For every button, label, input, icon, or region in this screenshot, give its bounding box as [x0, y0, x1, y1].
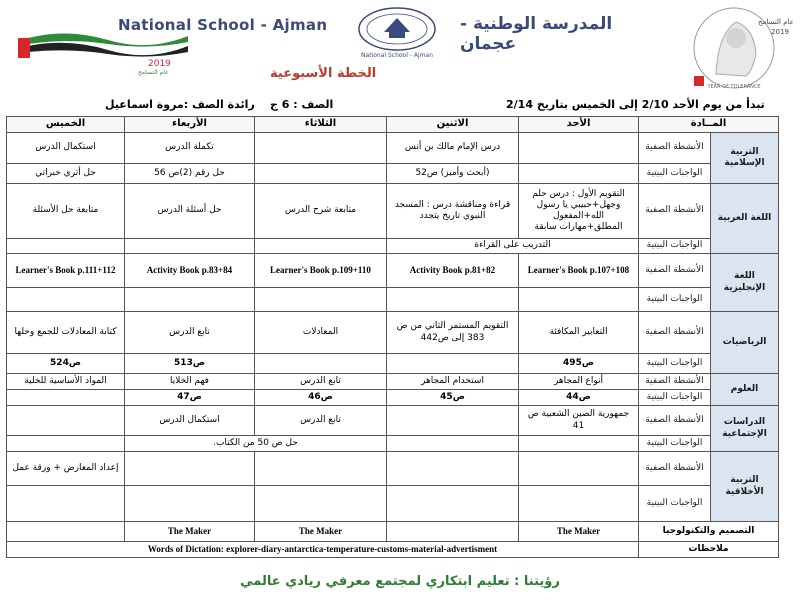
row-type-class: الأنشطة الصفية	[639, 184, 711, 239]
row-type-class: الأنشطة الصفية	[639, 133, 711, 164]
english-home-sun	[519, 288, 639, 312]
arabic-home-tue	[255, 239, 387, 254]
islamic-class-mon: درس الإمام مالك بن أنس	[387, 133, 519, 164]
tolerance-year-flag-logo	[8, 30, 198, 76]
row-type-class: الأنشطة الصفية	[639, 406, 711, 436]
table-row	[7, 184, 779, 239]
math-class-tue: المعادلات	[255, 312, 387, 354]
math-class-wed: تابع الدرس	[125, 312, 255, 354]
row-type-class: الأنشطة الصفية	[639, 452, 711, 486]
islamic-class-tue	[255, 133, 387, 164]
school-name-ar: المدرسة الوطنية - عجمان	[460, 14, 613, 54]
table-row	[7, 452, 779, 486]
arabic-home-sun-mon: التدريب على القراءة	[387, 239, 639, 254]
seal-caption: National School - Ajman	[361, 52, 433, 59]
flag-caption: عام التسامح	[138, 69, 169, 76]
math-home-mon	[387, 354, 519, 374]
subject-social: الدراسات الإجتماعية	[711, 406, 779, 452]
weekly-plan-table	[6, 116, 779, 558]
social-home-thu	[7, 436, 125, 452]
subject-english: اللغة الإنجليزية	[711, 254, 779, 312]
arabic-home-thu	[7, 239, 125, 254]
moral-class-tue	[255, 452, 387, 486]
math-class-thu: كتابة المعادلات للجمع وحلها	[7, 312, 125, 354]
header-sunday: الأحد	[519, 117, 639, 133]
english-thu: Learner's Book p.111+112	[7, 254, 125, 288]
design-thu	[7, 522, 125, 542]
table-row	[7, 164, 779, 184]
row-type-home: الواجبات البيتية	[639, 288, 711, 312]
design-wed: The Maker	[125, 522, 255, 542]
subject-design: التصميم والتكنولوجيا	[639, 522, 779, 542]
design-mon	[387, 522, 519, 542]
subject-science: العلوم	[711, 374, 779, 406]
row-type-home: الواجبات البيتية	[639, 239, 711, 254]
islamic-home-wed: حل رقم (2)ص 56	[125, 164, 255, 184]
table-row	[7, 542, 779, 558]
table-row	[7, 288, 779, 312]
arabic-home-wed	[125, 239, 255, 254]
table-row	[7, 436, 779, 452]
header-subject: المــادة	[639, 117, 779, 133]
science-home-mon: ص45	[387, 390, 519, 406]
moral-class-wed	[125, 452, 255, 486]
class-name: الصف : 6 ج	[270, 98, 334, 111]
math-home-sun: ص495	[519, 354, 639, 374]
row-type-home: الواجبات البيتية	[639, 164, 711, 184]
header-tuesday: الثلاثاء	[255, 117, 387, 133]
row-type-home: الواجبات البيتية	[639, 486, 711, 522]
subject-math: الرياضيات	[711, 312, 779, 374]
row-type-class: الأنشطة الصفية	[639, 374, 711, 390]
math-home-tue	[255, 354, 387, 374]
islamic-class-thu: استكمال الدرس	[7, 133, 125, 164]
social-home-sun	[519, 436, 639, 452]
moral-home-tue	[255, 486, 387, 522]
row-type-home: الواجبات البيتية	[639, 436, 711, 452]
science-class-wed: فهم الخلايا	[125, 374, 255, 390]
arabic-class-mon: قراءة ومناقشة درس : المسجد النبوي تاريخ يتجدد	[387, 184, 519, 239]
header-monday: الاثنين	[387, 117, 519, 133]
english-home-tue	[255, 288, 387, 312]
islamic-class-wed: تكملة الدرس	[125, 133, 255, 164]
moral-class-mon	[387, 452, 519, 486]
year-of-tolerance-emblem	[676, 4, 800, 92]
english-mon: Activity Book p.81+82	[387, 254, 519, 288]
flag-year: 2019	[148, 59, 171, 69]
subject-arabic: اللغة العربية	[711, 184, 779, 254]
table-header-row	[7, 117, 779, 133]
arabic-class-sun: التقويم الأول : درس حلم وجهل+حبيبي يا رسول الله+المفعول المطلق+مهارات سابقة	[519, 184, 639, 239]
class-teacher: رائدة الصف :مروة اسماعيل	[105, 98, 255, 111]
table-row	[7, 522, 779, 542]
science-home-sun: ص44	[519, 390, 639, 406]
math-class-mon: التقويم المستمر الثاني من ص 383 إلى ص442	[387, 312, 519, 354]
english-home-wed	[125, 288, 255, 312]
subject-islamic: التربية الإسلامية	[711, 133, 779, 184]
table-row	[7, 354, 779, 374]
plan-title: الخطة الأسبوعية	[270, 66, 377, 81]
school-vision: رؤيتنا : تعليم ابتكاري لمجتمع معرفي ريادي عالمي	[240, 574, 560, 589]
school-seal-logo	[356, 6, 438, 52]
row-type-class: الأنشطة الصفية	[639, 254, 711, 288]
english-sun: Learner's Book p.107+108	[519, 254, 639, 288]
design-tue: The Maker	[255, 522, 387, 542]
row-type-home: الواجبات البيتية	[639, 354, 711, 374]
table-row	[7, 239, 779, 254]
social-class-mon	[387, 406, 519, 436]
header-wednesday: الأربعاء	[125, 117, 255, 133]
moral-class-sun	[519, 452, 639, 486]
school-name-en: National School - Ajman	[118, 16, 328, 34]
row-type-class: الأنشطة الصفية	[639, 312, 711, 354]
science-class-thu: المواد الأساسية للخلية	[7, 374, 125, 390]
islamic-home-sun	[519, 164, 639, 184]
islamic-home-thu: حل أثري خبراتي	[7, 164, 125, 184]
table-row	[7, 374, 779, 390]
moral-home-thu	[7, 486, 125, 522]
science-class-sun: أنواع المجاهر	[519, 374, 639, 390]
header-thursday: الخميس	[7, 117, 125, 133]
science-home-tue: ص46	[255, 390, 387, 406]
moral-class-thu: إعداد المعارض + ورقة عمل	[7, 452, 125, 486]
english-home-mon	[387, 288, 519, 312]
islamic-home-tue	[255, 164, 387, 184]
math-home-wed: ص513	[125, 354, 255, 374]
design-sun: The Maker	[519, 522, 639, 542]
week-date-range: تبدأ من يوم الأحد 2/10 إلى الخميس بتاريخ 2/14	[506, 98, 765, 111]
english-wed: Activity Book p.83+84	[125, 254, 255, 288]
social-home-mon	[387, 436, 519, 452]
table-row	[7, 312, 779, 354]
math-class-sun: التعابير المكافئة	[519, 312, 639, 354]
notes-label: ملاحظات	[639, 542, 779, 558]
social-class-sun: جمهورية الصين الشعبية ص 41	[519, 406, 639, 436]
science-home-wed: ص47	[125, 390, 255, 406]
table-row	[7, 133, 779, 164]
subject-moral: التربية الأخلاقية	[711, 452, 779, 522]
social-class-tue: تابع الدرس	[255, 406, 387, 436]
emblem-caption: عام التسامح	[758, 18, 794, 26]
moral-home-mon	[387, 486, 519, 522]
flag-stripe-red	[18, 38, 30, 58]
arabic-class-tue: متابعة شرح الدرس	[255, 184, 387, 239]
arabic-class-thu: متابعة حل الأسئلة	[7, 184, 125, 239]
math-home-thu: ص524	[7, 354, 125, 374]
table-row	[7, 390, 779, 406]
social-class-wed: استكمال الدرس	[125, 406, 255, 436]
english-tue: Learner's Book p.109+110	[255, 254, 387, 288]
social-home-tue-wed: حل ص 50 من الكتاب.	[125, 436, 387, 452]
emblem-subcaption: YEAR OF TOLERANCE	[707, 84, 761, 90]
science-home-thu	[7, 390, 125, 406]
table-row	[7, 406, 779, 436]
science-class-mon: استخدام المجاهر	[387, 374, 519, 390]
moral-home-sun	[519, 486, 639, 522]
row-type-home: الواجبات البيتية	[639, 390, 711, 406]
islamic-home-mon: (أبحث وأميز) ص52	[387, 164, 519, 184]
science-class-tue: تابع الدرس	[255, 374, 387, 390]
islamic-class-sun	[519, 133, 639, 164]
arabic-class-wed: حل أسئلة الدرس	[125, 184, 255, 239]
table-row	[7, 486, 779, 522]
dictation-words: Words of Dictation: explorer-diary-antarctica-temperature-customs-material-advertisment	[7, 542, 639, 558]
moral-home-wed	[125, 486, 255, 522]
table-row	[7, 254, 779, 288]
english-home-thu	[7, 288, 125, 312]
social-class-thu	[7, 406, 125, 436]
emblem-year: 2019	[771, 28, 789, 36]
